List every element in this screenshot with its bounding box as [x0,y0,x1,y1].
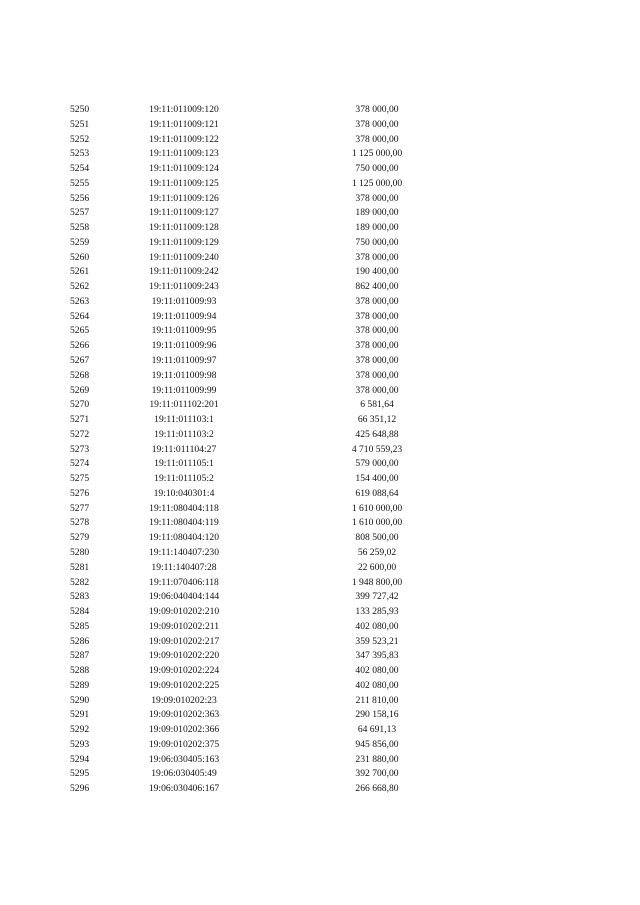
cadastral-value: 1 125 000,00 [351,148,403,160]
row-number: 5262 [70,281,90,293]
cadastral-value: 579 000,00 [355,458,399,470]
row-number: 5278 [70,517,90,529]
cadastral-number: 19:09:010202:363 [148,709,220,721]
cadastral-number: 19:11:011105:1 [154,458,214,470]
row-number: 5253 [70,148,90,160]
row-number: 5280 [70,546,90,558]
cadastral-number: 19:06:030406:167 [148,783,220,795]
row-number: 5293 [70,738,90,750]
table-row [0,339,640,354]
table-row [0,738,640,753]
row-number: 5273 [70,443,90,455]
cadastral-value: 359 523,21 [355,635,399,647]
cadastral-number: 19:06:030405:49 [151,768,217,780]
row-number: 5274 [70,458,90,470]
row-number: 5290 [70,694,90,706]
row-number: 5252 [70,133,90,145]
row-number: 5292 [70,724,90,736]
table-row [0,147,640,162]
table-row [0,428,640,443]
row-number: 5254 [70,163,90,175]
cadastral-number: 19:11:080404:118 [149,502,219,514]
cadastral-number: 19:11:011009:126 [149,192,219,204]
cadastral-value: 378 000,00 [355,104,399,115]
table-row [0,664,640,679]
row-number: 5272 [70,428,90,440]
row-number: 5285 [70,620,90,632]
table-row [0,516,640,531]
cadastral-number: 19:11:011009:99 [151,384,217,396]
row-number: 5270 [70,399,90,411]
cadastral-number: 19:11:011009:120 [149,104,219,115]
cadastral-number: 19:11:011009:128 [149,222,219,234]
row-number: 5275 [70,473,90,485]
cadastral-number: 19:09:010202:217 [148,635,220,647]
cadastral-value: 862 400,00 [355,281,399,293]
table-row [0,457,640,472]
table-row [0,605,640,620]
cadastral-value: 378 000,00 [355,295,399,307]
table-row [0,251,640,266]
table-row [0,118,640,133]
cadastral-number: 19:11:011009:242 [149,266,219,278]
cadastral-number: 19:11:011009:94 [151,310,217,322]
cadastral-value: 231 880,00 [355,753,399,765]
cadastral-value: 64 691,13 [357,724,397,736]
table-row [0,753,640,768]
cadastral-value: 378 000,00 [355,340,399,352]
cadastral-value: 1 610 000,00 [351,502,403,514]
row-number: 5271 [70,414,90,426]
cadastral-value: 945 856,00 [355,738,399,750]
cadastral-number: 19:11:011009:96 [151,340,217,352]
cadastral-number: 19:11:011104:27 [151,443,217,455]
table-row [0,398,640,413]
cadastral-number: 19:11:140407:28 [151,561,217,573]
cadastral-value: 4 710 559,23 [351,443,403,455]
cadastral-number: 19:09:010202:210 [148,606,220,618]
row-number: 5288 [70,665,90,677]
cadastral-value: 402 080,00 [355,679,399,691]
cadastral-value: 1 125 000,00 [351,177,403,189]
cadastral-value: 425 648,88 [355,428,399,440]
table-row [0,324,640,339]
cadastral-number: 19:11:011009:129 [149,236,219,248]
cadastral-value: 750 000,00 [355,236,399,248]
table-row [0,280,640,295]
cadastral-value: 378 000,00 [355,369,399,381]
table-row [0,103,640,118]
cadastral-value: 378 000,00 [355,133,399,145]
cadastral-value: 1 610 000,00 [351,517,403,529]
cadastral-number: 19:10:040301:4 [153,487,215,499]
row-number: 5294 [70,753,90,765]
row-number: 5276 [70,487,90,499]
cadastral-number: 19:09:010202:23 [151,694,217,706]
table-row [0,443,640,458]
table-row [0,384,640,399]
cadastral-number: 19:11:011009:124 [149,163,219,175]
table-row [0,192,640,207]
cadastral-value: 399 727,42 [355,591,399,603]
row-number: 5284 [70,606,90,618]
table-row [0,590,640,605]
cadastral-value: 619 088,64 [355,487,399,499]
table-row [0,782,640,797]
cadastral-value: 392 700,00 [355,768,399,780]
cadastral-value: 378 000,00 [355,355,399,367]
cadastral-number: 19:09:010202:225 [148,679,220,691]
table-row [0,576,640,591]
cadastral-number: 19:11:011009:93 [151,295,217,307]
row-number: 5266 [70,340,90,352]
row-number: 5283 [70,591,90,603]
cadastral-value: 750 000,00 [355,163,399,175]
row-number: 5269 [70,384,90,396]
table-row [0,413,640,428]
table-row [0,206,640,221]
row-number: 5264 [70,310,90,322]
cadastral-value: 402 080,00 [355,620,399,632]
cadastral-number: 19:09:010202:366 [148,724,220,736]
cadastral-number: 19:11:011009:240 [149,251,219,263]
row-number: 5263 [70,295,90,307]
cadastral-number: 19:11:011009:98 [151,369,217,381]
row-number: 5267 [70,355,90,367]
cadastral-value: 1 948 800,00 [351,576,403,588]
cadastral-value: 378 000,00 [355,118,399,130]
row-number: 5251 [70,118,90,130]
cadastral-number: 19:11:080404:120 [149,532,219,544]
cadastral-value: 6 581,64 [360,399,394,411]
cadastral-value: 56 259,02 [357,546,397,558]
cadastral-value: 211 810,00 [355,694,399,706]
row-number: 5281 [70,561,90,573]
cadastral-number: 19:11:070406:118 [149,576,219,588]
table-row [0,369,640,384]
table-row [0,295,640,310]
cadastral-number: 19:11:140407:230 [149,546,219,558]
table-row [0,635,640,650]
table-row [0,561,640,576]
row-number: 5260 [70,251,90,263]
row-number: 5257 [70,207,90,219]
cadastral-number: 19:09:010202:220 [148,650,220,662]
table-row [0,708,640,723]
cadastral-value: 290 158,16 [355,709,399,721]
row-number: 5261 [70,266,90,278]
row-number: 5277 [70,502,90,514]
cadastral-value: 266 668,80 [355,783,399,795]
cadastral-value: 378 000,00 [355,384,399,396]
table-row [0,177,640,192]
cadastral-value: 378 000,00 [355,251,399,263]
cadastral-number: 19:06:030405:163 [148,753,220,765]
table-row [0,221,640,236]
table-row [0,679,640,694]
row-number: 5268 [70,369,90,381]
table-row [0,531,640,546]
cadastral-number: 19:09:010202:211 [149,620,219,632]
cadastral-number: 19:09:010202:375 [148,738,220,750]
row-number: 5286 [70,635,90,647]
table-row [0,694,640,709]
row-number: 5265 [70,325,90,337]
cadastral-number: 19:11:011103:1 [154,414,214,426]
cadastral-value: 347 395,83 [355,650,399,662]
cadastral-value: 378 000,00 [355,192,399,204]
cadastral-number: 19:11:011103:2 [154,428,214,440]
row-number: 5291 [70,709,90,721]
cadastral-value: 808 500,00 [355,532,399,544]
row-number: 5295 [70,768,90,780]
row-number: 5259 [70,236,90,248]
row-number: 5255 [70,177,90,189]
table-row [0,546,640,561]
row-number: 5289 [70,679,90,691]
table-row [0,265,640,280]
cadastral-number: 19:11:011009:125 [149,177,219,189]
cadastral-value: 378 000,00 [355,325,399,337]
row-number: 5256 [70,192,90,204]
cadastral-number: 19:09:010202:224 [148,665,220,677]
cadastral-value: 133 285,93 [355,606,399,618]
table-row [0,620,640,635]
cadastral-number: 19:11:011009:95 [151,325,217,337]
table-row [0,502,640,517]
row-number: 5250 [70,104,90,115]
table-row [0,472,640,487]
row-number: 5287 [70,650,90,662]
table-row [0,487,640,502]
cadastral-number: 19:11:011009:127 [149,207,219,219]
table-row [0,133,640,148]
cadastral-value: 22 600,00 [357,561,397,573]
table-row [0,767,640,782]
cadastral-number: 19:11:011009:121 [149,118,219,130]
cadastral-number: 19:11:011102:201 [149,399,219,411]
cadastral-value: 190 400,00 [355,266,399,278]
cadastral-number: 19:11:011009:122 [149,133,219,145]
table-row [0,162,640,177]
row-number: 5282 [70,576,90,588]
cadastral-number: 19:11:080404:119 [149,517,219,529]
cadastral-value: 154 400,00 [355,473,399,485]
table-row [0,310,640,325]
table-row [0,649,640,664]
row-number: 5258 [70,222,90,234]
cadastral-number: 19:11:011009:123 [149,148,219,160]
table-row [0,236,640,251]
table-row [0,354,640,369]
cadastral-number: 19:11:011009:97 [151,355,217,367]
table-row [0,723,640,738]
cadastral-number: 19:11:011009:243 [149,281,219,293]
cadastral-value: 189 000,00 [355,207,399,219]
cadastral-value: 402 080,00 [355,665,399,677]
cadastral-number: 19:06:040404:144 [148,591,220,603]
cadastral-value: 378 000,00 [355,310,399,322]
row-number: 5296 [70,783,90,795]
cadastral-value: 189 000,00 [355,222,399,234]
cadastral-number: 19:11:011105:2 [154,473,214,485]
cadastral-value-table [0,103,640,797]
cadastral-value: 66 351,12 [357,414,397,426]
row-number: 5279 [70,532,90,544]
